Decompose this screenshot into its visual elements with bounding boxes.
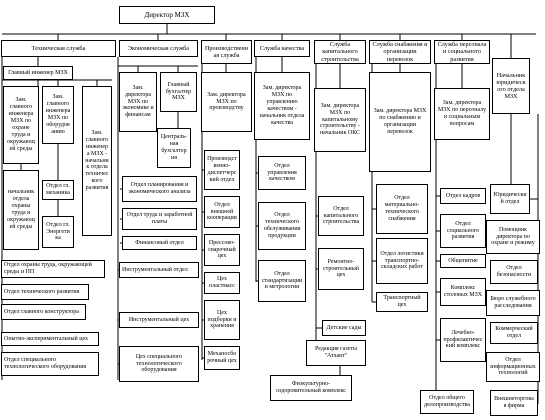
repair-construction-shop: Ремонтно-строительный цех bbox=[318, 248, 364, 290]
deputy-head-tech-dept: Зам. главного инженера МЗХ - начальник отдела технического развития bbox=[82, 86, 112, 236]
safety-env-dept: Отдел охраны труда, окружающей среды и ПП bbox=[1, 260, 105, 278]
pressing-shop: Прессово-сварочный цех bbox=[204, 234, 240, 266]
experimental-shop: Опытно-экспериментальный цех bbox=[1, 332, 99, 346]
dispatch-dept: Производственно-диспетчерский отдел bbox=[204, 150, 240, 190]
social-dev-dept: Отдел социального развития bbox=[440, 214, 486, 248]
deputy-quality: Зам. директора МЗХ по управлению качеством - начальник отдела качества bbox=[254, 72, 310, 140]
central-accounting: Централь-ная бухгалтерия bbox=[157, 128, 191, 168]
material-supply-dept: Отдел материально-технического снабжения bbox=[376, 184, 428, 234]
plastics-shop: Цех пластмасс bbox=[204, 272, 240, 294]
catering: Общепитие bbox=[440, 254, 486, 268]
division-supply: Служба снабжения и организации перевозок bbox=[369, 40, 431, 64]
deputy-capcon: Зам. директора МЗХ по капитальному строительству - начальник ОКС bbox=[314, 88, 366, 152]
deputy-supply: Зам. директора МЗХ по снабжению и организации перевозок bbox=[369, 72, 431, 172]
deputy-equipment: Зам. главного инженера МЗХ по оборудованию bbox=[42, 86, 74, 144]
transport-shop: Транспортный цех bbox=[376, 292, 428, 312]
special-tech-shop: Цех специального технологического оборудования bbox=[119, 346, 199, 382]
logistics-dept: Отдел логистики транспортно-складских работ bbox=[376, 238, 428, 284]
security-dept: Отдел безопасности bbox=[490, 260, 538, 284]
kindergartens: Детские сады bbox=[322, 320, 366, 336]
service-dept: Отдел технического обслуживания продукции bbox=[258, 202, 306, 250]
general-affairs-dept: Отдел общего делопроизводства bbox=[420, 390, 474, 414]
division-hr: Служба персонала и социального развития bbox=[434, 40, 490, 64]
it-dept: Отдел информационных технологий bbox=[486, 352, 540, 382]
head-safety-dept: начальник отдела охраны труда и окружающей среды bbox=[3, 170, 39, 250]
preparation-shop: Цех подборки и хранения bbox=[204, 300, 240, 340]
metrology-dept: Отдел стандартизации и метрологии bbox=[258, 260, 306, 302]
medical-complex: Лечебно-профилактический комплекс bbox=[440, 318, 486, 362]
personnel-dept: Отдел кадров bbox=[440, 188, 486, 204]
special-equipment-dept: Отдел специального технологического оборудования bbox=[1, 352, 99, 376]
investigations-bureau: Бюро служебного расследования bbox=[486, 290, 540, 316]
commercial-dept: Коммерческий отдел bbox=[490, 322, 538, 344]
chief-engineer: Главный инженер МЗХ bbox=[3, 66, 73, 80]
assembly-shop: Механосборочный цех bbox=[204, 346, 240, 370]
division-legal: Начальник юридического отдела МЗХ bbox=[492, 58, 530, 114]
planning-dept: Отдел планирования и экономического анализа bbox=[122, 176, 197, 202]
foreign-trade-firm: Внешнеторговая фирма bbox=[490, 390, 538, 416]
labor-dept: Отдел труда и заработной платы bbox=[122, 208, 197, 230]
division-prod: Производственная служба bbox=[201, 40, 252, 64]
deputy-hr: Зам. директора МЗХ по персоналу и социальным вопросам bbox=[434, 88, 490, 140]
deputy-econ: Зам. директора МЗХ по экономике и финансам bbox=[119, 72, 157, 132]
newspaper-editorial: Редакция газеты "Атлант" bbox=[306, 340, 366, 366]
deputy-safety: Зам. главного инженера МЗХ по охране труда и окружающей среды bbox=[3, 86, 39, 164]
division-quality: Служба качества bbox=[254, 40, 310, 57]
tech-dev-dept: Отдел технического развития bbox=[1, 284, 89, 300]
chief-power-dept: Отдел гл. Энергетика bbox=[42, 216, 74, 248]
chief-designer-dept: Отдел главного конструктора bbox=[1, 304, 86, 320]
deputy-prod: Зам. директора МЗХ по производству bbox=[201, 72, 252, 132]
chief-accountant: Главный бухгалтер МЗХ bbox=[160, 72, 197, 112]
finance-dept: Финансовый отдел bbox=[122, 236, 197, 250]
legal-dept: Юридический отдел bbox=[490, 184, 530, 214]
quality-mgmt-dept: Отдел управления качеством bbox=[258, 156, 306, 190]
sport-complex: Физкультурно-оздоровительный комплекс bbox=[270, 375, 352, 401]
assistant-security: Помощник директора по охране и режиму bbox=[486, 220, 540, 254]
division-tech: Техническая служба bbox=[1, 40, 116, 57]
division-econ: Экономическая служба bbox=[119, 40, 198, 57]
instrument-shop: Инструментальный цех bbox=[119, 312, 199, 328]
canteens-complex: Комплекс столовых МЗХ bbox=[440, 278, 486, 306]
instrument-dept: Инструментальный отдел bbox=[119, 262, 199, 278]
director-box: Директор МЗХ bbox=[119, 6, 215, 24]
division-capcon: Служба капитального строительства bbox=[314, 40, 366, 64]
chief-mechanic-dept: Отдел гл. механика bbox=[42, 180, 74, 200]
external-coop-dept: Отдел внешней кооперации bbox=[204, 196, 240, 228]
construction-control-dept: Отдел капитального строительства bbox=[318, 196, 364, 236]
